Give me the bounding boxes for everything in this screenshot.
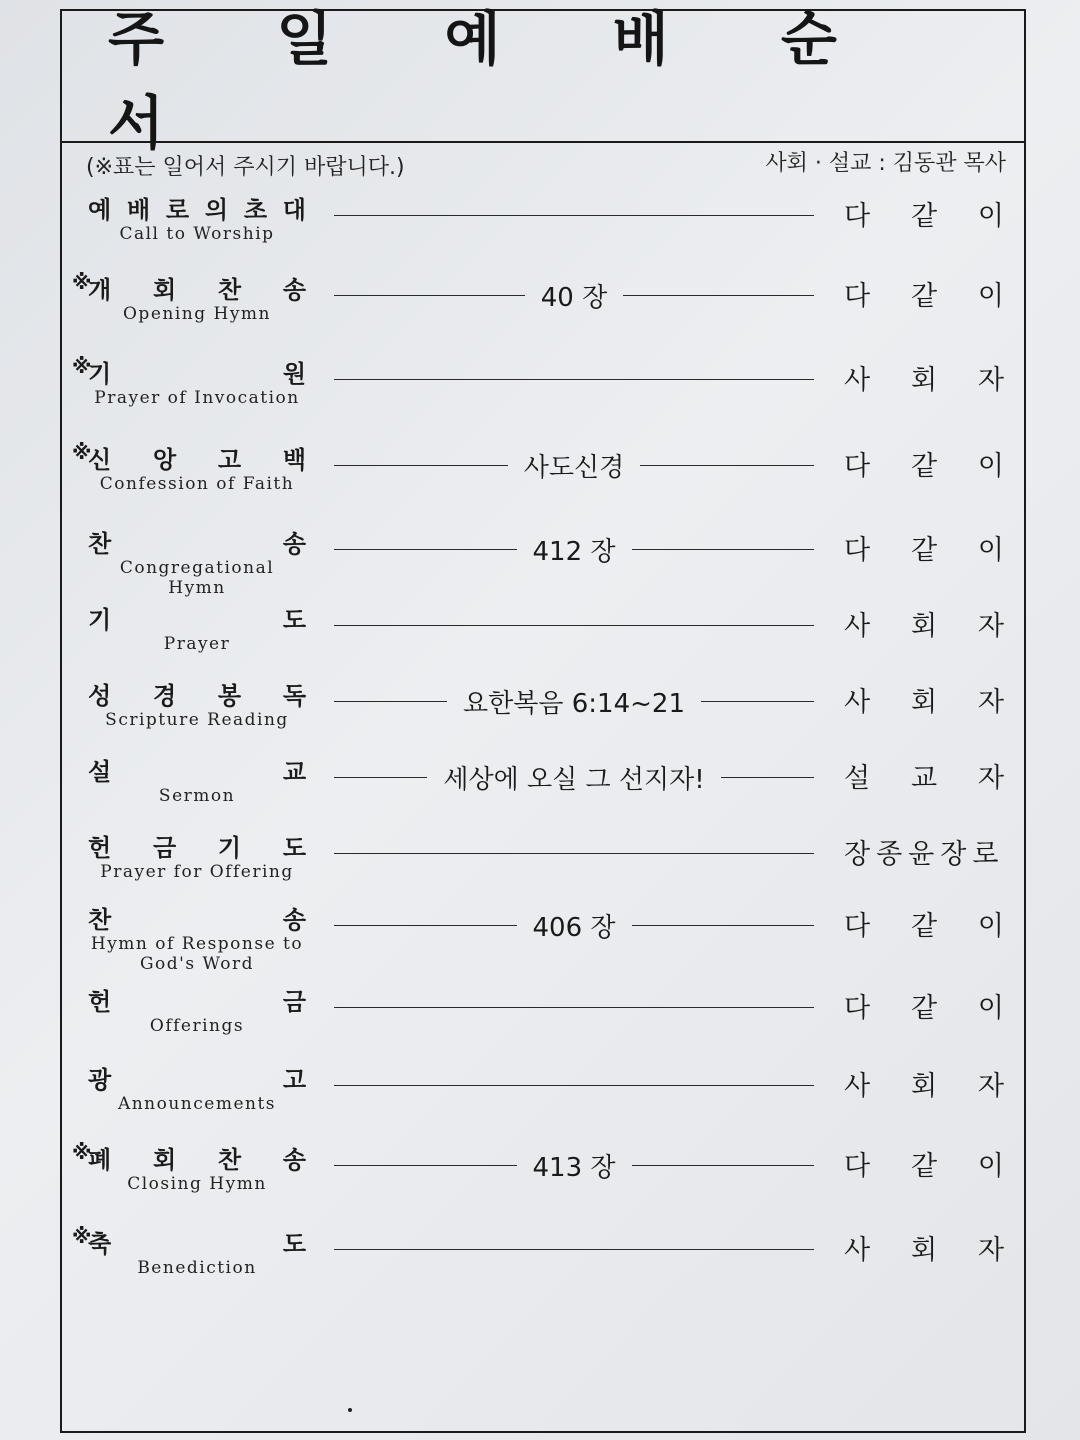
item-leader: 사 회 자 xyxy=(844,1235,1006,1266)
leader-rule xyxy=(334,701,447,702)
item-detail xyxy=(334,270,814,320)
item-title-text: 폐 회 찬 송 xyxy=(88,1146,306,1174)
standing-mark: ※ xyxy=(72,440,92,464)
item-title-korean xyxy=(88,676,306,710)
item-title-english: Offerings xyxy=(149,1016,245,1036)
item-detail xyxy=(334,1060,814,1110)
item-title-text: 헌 금 xyxy=(88,988,306,1016)
item-detail xyxy=(334,982,814,1032)
standing-mark: ※ xyxy=(72,270,92,294)
leader-rule xyxy=(334,925,517,926)
item-detail xyxy=(334,440,814,490)
leader-rule xyxy=(334,465,508,466)
leader-rule xyxy=(640,465,814,466)
item-detail xyxy=(334,190,814,240)
leader-rule xyxy=(334,1085,814,1086)
item-title-korean xyxy=(88,190,306,224)
item-title-text: 설 교 xyxy=(88,758,306,786)
item-leader: 다 같 이 xyxy=(844,535,1006,566)
worship-item xyxy=(62,1060,1024,1130)
leader-rule xyxy=(334,215,814,216)
leader-rule xyxy=(334,549,517,550)
standing-note: (※표는 일어서 주시기 바랍니다.) xyxy=(86,155,405,180)
item-title-korean xyxy=(72,354,306,388)
item-leader: 다 같 이 xyxy=(844,911,1006,942)
item-detail xyxy=(334,900,814,950)
item-detail xyxy=(334,524,814,574)
item-detail-text: 406 장 xyxy=(532,912,616,943)
item-title-english: Prayer for Offering xyxy=(100,862,294,882)
item-detail xyxy=(334,354,814,404)
item-title-text: 찬 송 xyxy=(88,530,306,558)
item-detail xyxy=(334,752,814,802)
item-title-text: 예 배 로 의 초 대 xyxy=(88,196,306,224)
leader-rule xyxy=(334,379,814,380)
leader-rule xyxy=(632,549,815,550)
worship-item xyxy=(62,440,1024,510)
item-leader: 다 같 이 xyxy=(844,993,1006,1024)
leader-rule xyxy=(623,295,814,296)
item-title-english: Announcements xyxy=(117,1094,277,1114)
item-detail-text: 412 장 xyxy=(532,536,616,567)
item-title-korean xyxy=(88,600,306,634)
worship-item xyxy=(62,900,1024,974)
item-detail xyxy=(334,828,814,878)
item-title-text: 찬 송 xyxy=(88,906,306,934)
item-title-text: 광 고 xyxy=(88,1066,306,1094)
item-title-korean xyxy=(88,752,306,786)
leader-rule xyxy=(334,1249,814,1250)
worship-item xyxy=(62,270,1024,340)
item-detail-text: 40 장 xyxy=(540,282,608,313)
leader-rule xyxy=(334,1165,517,1166)
item-title-english: Closing Hymn xyxy=(127,1174,267,1194)
item-title-english: Confession of Faith xyxy=(99,474,295,494)
item-leader: 사 회 자 xyxy=(844,365,1006,396)
worship-item xyxy=(62,190,1024,260)
item-title-english: Congregational Hymn xyxy=(119,558,275,598)
item-leader: 사 회 자 xyxy=(844,1071,1006,1102)
item-title-text: 기 원 xyxy=(88,360,306,388)
order-of-worship-list xyxy=(62,11,1024,1431)
item-detail-text: 413 장 xyxy=(532,1152,616,1183)
leader-rule xyxy=(721,777,814,778)
standing-mark: ※ xyxy=(72,1224,92,1248)
worship-item xyxy=(62,600,1024,670)
item-title-english: Call to Worship xyxy=(119,224,275,244)
leader-rule xyxy=(701,701,814,702)
worship-item xyxy=(62,828,1024,898)
item-title-korean xyxy=(72,270,306,304)
item-title-english: Prayer of Invocation xyxy=(94,388,300,408)
item-title-korean xyxy=(88,524,306,558)
item-title-text: 신 앙 고 백 xyxy=(88,446,306,474)
item-title-text: 개 회 찬 송 xyxy=(88,276,306,304)
leader-rule xyxy=(334,853,814,854)
worship-item xyxy=(62,1140,1024,1210)
item-title-korean xyxy=(88,982,306,1016)
worship-item xyxy=(62,524,1024,598)
item-title-english: Benediction xyxy=(137,1258,257,1278)
item-detail xyxy=(334,600,814,650)
item-title-korean xyxy=(88,828,306,862)
standing-mark: ※ xyxy=(72,1140,92,1164)
leader-rule xyxy=(334,625,814,626)
item-detail-text: 요한복음 6:14~21 xyxy=(463,688,685,719)
item-title-text: 기 도 xyxy=(88,606,306,634)
leader-rule xyxy=(632,1165,815,1166)
leader-rule xyxy=(334,295,525,296)
leader-info: 사회 · 설교 : 김동관 목사 xyxy=(765,151,1006,176)
worship-item xyxy=(62,354,1024,424)
leader-rule xyxy=(334,1007,814,1008)
item-title-english: Prayer xyxy=(163,634,231,654)
item-detail xyxy=(334,676,814,726)
item-leader: 사 회 자 xyxy=(844,611,1006,642)
worship-item xyxy=(62,1224,1024,1294)
item-leader: 장종윤장로 xyxy=(844,839,1005,870)
item-title-english: Hymn of Response to God's Word xyxy=(90,934,304,974)
item-title-korean xyxy=(72,440,306,474)
item-leader: 다 같 이 xyxy=(844,451,1006,482)
leader-rule xyxy=(632,925,815,926)
item-detail-text: 세상에 오실 그 선지자! xyxy=(443,764,705,795)
item-title-korean xyxy=(88,900,306,934)
bulletin-sheet xyxy=(60,5,1026,1433)
item-title-english: Scripture Reading xyxy=(105,710,289,730)
worship-item xyxy=(62,982,1024,1052)
item-leader: 사 회 자 xyxy=(844,687,1006,718)
worship-item xyxy=(62,676,1024,746)
speck-mark xyxy=(348,1408,352,1412)
item-detail xyxy=(334,1224,814,1274)
item-detail-text: 사도신경 xyxy=(523,452,625,483)
item-leader: 다 같 이 xyxy=(844,281,1006,312)
worship-item xyxy=(62,752,1024,822)
item-title-english: Opening Hymn xyxy=(123,304,271,324)
item-title-korean xyxy=(72,1224,306,1258)
item-title-text: 헌 금 기 도 xyxy=(88,834,306,862)
item-leader: 다 같 이 xyxy=(844,1151,1006,1182)
item-leader: 설 교 자 xyxy=(844,763,1006,794)
leader-rule xyxy=(334,777,427,778)
item-title-korean xyxy=(72,1140,306,1174)
page-title: 주 일 예 배 순 서 xyxy=(108,5,883,157)
standing-mark: ※ xyxy=(72,354,92,378)
item-title-text: 성 경 봉 독 xyxy=(88,682,306,710)
item-title-text: 축 도 xyxy=(88,1230,306,1258)
item-leader: 다 같 이 xyxy=(844,201,1006,232)
item-title-english: Sermon xyxy=(158,786,236,806)
item-detail xyxy=(334,1140,814,1190)
item-title-korean xyxy=(88,1060,306,1094)
